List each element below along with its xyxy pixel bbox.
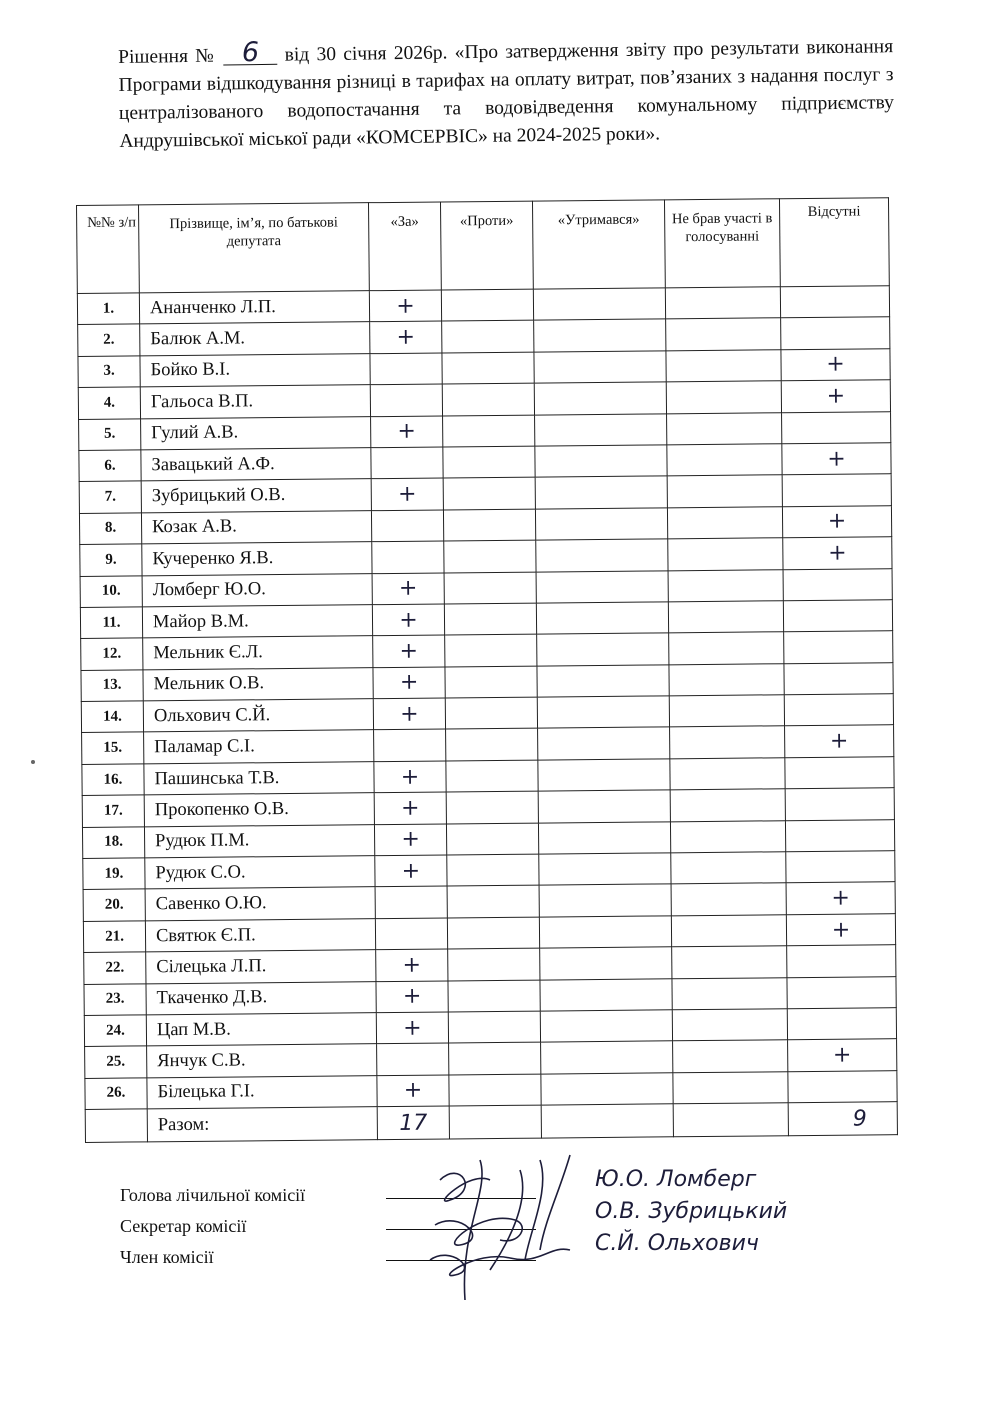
row-against xyxy=(446,760,538,792)
row-absent-mark xyxy=(783,568,892,600)
row-against xyxy=(444,540,536,572)
row-not-voting xyxy=(673,1040,788,1072)
row-name: Савенко О.Ю. xyxy=(145,887,375,921)
row-not-voting xyxy=(669,663,784,695)
row-not-voting xyxy=(673,1071,788,1103)
row-name: Рудюк П.М. xyxy=(144,824,374,858)
row-for-mark xyxy=(377,1043,449,1075)
row-for-mark: + xyxy=(372,572,444,604)
row-name: Гальоса В.П. xyxy=(140,385,370,419)
row-name: Балюк А.М. xyxy=(140,322,370,356)
row-not-voting xyxy=(668,538,783,570)
row-not-voting xyxy=(667,475,782,507)
row-against xyxy=(444,603,536,635)
header-absent: Відсутні xyxy=(779,198,889,287)
row-name: Цап М.В. xyxy=(146,1013,376,1047)
scan-speck xyxy=(31,760,35,764)
row-absent-mark xyxy=(783,600,892,632)
row-for-mark xyxy=(370,384,442,416)
row-absent-mark xyxy=(784,631,893,663)
row-name: Пашинська Т.В. xyxy=(144,762,374,796)
row-absent-mark xyxy=(781,317,890,349)
row-not-voting xyxy=(670,789,785,821)
row-abstain xyxy=(541,1041,673,1074)
row-abstain xyxy=(539,884,671,917)
row-against xyxy=(442,352,534,384)
header-not-voting: Не брав участі в голосуванні xyxy=(664,199,780,288)
row-absent-mark: + xyxy=(781,348,890,380)
row-num: 6. xyxy=(79,450,141,482)
row-absent-mark: + xyxy=(782,443,891,475)
row-for-mark: + xyxy=(369,290,441,322)
row-for-mark xyxy=(375,886,447,918)
commission-names xyxy=(595,1164,787,1260)
row-abstain xyxy=(537,633,669,666)
row-absent-mark xyxy=(785,757,894,789)
row-for-mark: + xyxy=(371,478,443,510)
row-against xyxy=(449,1074,541,1106)
chair-label: Голова лічильної комісії xyxy=(120,1185,306,1205)
row-name: Ломберг Ю.О. xyxy=(142,573,372,607)
row-against xyxy=(446,791,538,823)
signatures-scribble xyxy=(420,1150,590,1300)
row-absent-mark: + xyxy=(783,537,892,569)
row-abstain xyxy=(538,759,670,792)
row-name: Бойко В.І. xyxy=(140,353,370,387)
row-abstain xyxy=(535,413,667,446)
row-abstain xyxy=(539,853,671,886)
member-name: С.Й. Ольхович xyxy=(595,1231,759,1256)
row-not-voting xyxy=(667,444,782,476)
row-num: 18. xyxy=(82,827,144,859)
row-against xyxy=(447,917,539,949)
header-num: №№ з/п xyxy=(77,205,140,294)
row-abstain xyxy=(538,727,670,760)
row-name: Ольхович С.Й. xyxy=(143,699,373,733)
total-row xyxy=(85,1102,897,1143)
row-not-voting xyxy=(670,726,785,758)
row-against xyxy=(448,980,540,1012)
row-abstain xyxy=(538,790,670,823)
total-against xyxy=(449,1105,541,1139)
row-name: Мельник Є.Л. xyxy=(143,636,373,670)
row-num: 11. xyxy=(80,607,142,639)
row-abstain xyxy=(535,476,667,509)
row-not-voting xyxy=(667,412,782,444)
row-num: 4. xyxy=(78,387,140,419)
row-num: 13. xyxy=(81,670,143,702)
total-not-voting xyxy=(673,1103,788,1137)
row-for-mark: + xyxy=(376,1012,448,1044)
row-num: 19. xyxy=(83,858,145,890)
row-num: 5. xyxy=(79,418,141,450)
row-not-voting xyxy=(670,820,785,852)
row-for-mark xyxy=(370,353,442,385)
row-absent-mark: + xyxy=(785,725,894,757)
total-absent: 9 xyxy=(788,1102,897,1136)
row-absent-mark xyxy=(786,851,895,883)
row-name: Паламар С.І. xyxy=(144,730,374,764)
row-absent-mark xyxy=(785,819,894,851)
row-for-mark: + xyxy=(374,761,446,793)
row-num: 7. xyxy=(79,481,141,513)
row-against xyxy=(442,383,534,415)
secretary-label: Секретар комісії xyxy=(120,1216,247,1236)
row-absent-mark xyxy=(787,1008,896,1040)
row-num: 10. xyxy=(80,575,142,607)
row-not-voting xyxy=(666,350,781,382)
row-name: Сілецька Л.П. xyxy=(146,950,376,984)
row-absent-mark: + xyxy=(788,1039,897,1071)
row-for-mark: + xyxy=(370,321,442,353)
row-not-voting xyxy=(672,1009,787,1041)
row-against xyxy=(445,634,537,666)
row-for-mark xyxy=(375,918,447,950)
row-abstain xyxy=(537,696,669,729)
row-absent-mark: + xyxy=(782,505,891,537)
row-name: Козак А.В. xyxy=(141,510,371,544)
row-for-mark: + xyxy=(377,1075,449,1107)
header-abstain: «Утримався» xyxy=(532,200,665,289)
row-name: Рудюк С.О. xyxy=(145,856,375,890)
row-for-mark xyxy=(371,447,443,479)
row-abstain xyxy=(535,445,667,478)
row-for-mark xyxy=(372,541,444,573)
row-absent-mark xyxy=(785,788,894,820)
decision-number: 6 xyxy=(223,42,277,66)
row-against xyxy=(441,289,533,321)
row-not-voting xyxy=(669,695,784,727)
row-for-mark: + xyxy=(374,792,446,824)
row-absent-mark xyxy=(780,286,889,318)
row-num: 15. xyxy=(82,732,144,764)
member-label: Член комісії xyxy=(120,1247,214,1267)
row-num: 16. xyxy=(82,764,144,796)
row-absent-mark xyxy=(787,976,896,1008)
row-for-mark: + xyxy=(372,604,444,636)
row-name: Ананченко Л.П. xyxy=(139,291,369,325)
row-against xyxy=(443,446,535,478)
row-abstain xyxy=(540,947,672,980)
header-for: «За» xyxy=(368,202,441,291)
row-abstain xyxy=(536,602,668,635)
chair-name: Ю.О. Ломберг xyxy=(595,1167,757,1192)
voting-table-wrapper xyxy=(76,197,897,1143)
voting-table xyxy=(76,197,898,1143)
row-absent-mark xyxy=(784,662,893,694)
row-against xyxy=(446,823,538,855)
row-num: 17. xyxy=(82,795,144,827)
row-for-mark xyxy=(374,729,446,761)
row-abstain xyxy=(536,570,668,603)
decision-title xyxy=(118,33,894,156)
row-num: 22. xyxy=(84,952,146,984)
row-not-voting xyxy=(666,318,781,350)
row-absent-mark xyxy=(788,1070,897,1102)
row-not-voting xyxy=(671,852,786,884)
row-for-mark: + xyxy=(374,824,446,856)
row-num: 8. xyxy=(79,513,141,545)
decision-text: від 30 січня 2026р. «Про затвердження звіту про результати виконання Програми відшкодування різниці в тарифах на оплату витрат, пов’язаних з надання послуг з централізованого водопостачання та водовідведення комунальному підприємству Андрушівської міської ради «КОМСЕРВІС» на 2024-2025 роки». xyxy=(118,36,895,152)
header-against: «Проти» xyxy=(440,201,533,290)
row-name: Кучеренко Я.В. xyxy=(142,542,372,576)
total-for: 17 xyxy=(377,1106,449,1140)
row-against xyxy=(443,509,535,541)
row-for-mark: + xyxy=(373,698,445,730)
row-not-voting xyxy=(670,758,785,790)
total-empty-cell xyxy=(85,1109,147,1143)
row-absent-mark xyxy=(782,474,891,506)
row-num: 26. xyxy=(85,1078,147,1110)
row-name: Білецька Г.І. xyxy=(147,1075,377,1109)
row-name: Ткаченко Д.В. xyxy=(146,981,376,1015)
row-num: 9. xyxy=(80,544,142,576)
row-against xyxy=(447,886,539,918)
row-against xyxy=(445,666,537,698)
row-abstain xyxy=(540,978,672,1011)
row-for-mark: + xyxy=(376,949,448,981)
row-abstain xyxy=(536,539,668,572)
row-for-mark: + xyxy=(375,855,447,887)
row-num: 3. xyxy=(78,356,140,388)
row-not-voting xyxy=(666,381,781,413)
row-num: 20. xyxy=(83,889,145,921)
row-abstain xyxy=(539,916,671,949)
row-num: 21. xyxy=(83,921,145,953)
row-for-mark: + xyxy=(376,981,448,1013)
row-name: Завацький А.Ф. xyxy=(141,448,371,482)
row-absent-mark: + xyxy=(786,913,895,945)
row-abstain xyxy=(541,1073,673,1106)
row-not-voting xyxy=(672,977,787,1009)
row-absent-mark xyxy=(784,694,893,726)
row-num: 1. xyxy=(77,293,139,325)
row-name: Зубрицький О.В. xyxy=(141,479,371,513)
row-for-mark: + xyxy=(371,416,443,448)
row-num: 24. xyxy=(84,1015,146,1047)
header-name: Прізвище, ім’я, по батькові депутата xyxy=(139,203,370,293)
row-num: 14. xyxy=(81,701,143,733)
total-label: Разом: xyxy=(147,1107,377,1142)
commission-block xyxy=(120,1180,305,1273)
row-against xyxy=(446,729,538,761)
row-not-voting xyxy=(667,506,782,538)
row-not-voting xyxy=(671,883,786,915)
row-not-voting xyxy=(668,569,783,601)
decision-prefix: Рішення № xyxy=(118,45,217,68)
row-against xyxy=(443,477,535,509)
row-absent-mark xyxy=(782,411,891,443)
row-abstain xyxy=(535,508,667,541)
row-not-voting xyxy=(668,601,783,633)
table-header-row xyxy=(77,198,890,294)
row-absent-mark: + xyxy=(781,380,890,412)
row-abstain xyxy=(534,351,666,384)
row-for-mark: + xyxy=(373,667,445,699)
row-abstain xyxy=(534,382,666,415)
row-num: 23. xyxy=(84,983,146,1015)
total-abstain xyxy=(541,1104,673,1138)
row-against xyxy=(445,697,537,729)
row-for-mark: + xyxy=(373,635,445,667)
row-num: 12. xyxy=(81,638,143,670)
row-num: 25. xyxy=(85,1046,147,1078)
row-abstain xyxy=(540,1010,672,1043)
row-against xyxy=(448,1011,540,1043)
row-name: Майор В.М. xyxy=(142,605,372,639)
row-name: Святюк Є.П. xyxy=(145,918,375,952)
row-against xyxy=(444,572,536,604)
row-num: 2. xyxy=(78,324,140,356)
row-against xyxy=(442,321,534,353)
row-name: Мельник О.В. xyxy=(143,667,373,701)
row-absent-mark xyxy=(787,945,896,977)
row-not-voting xyxy=(671,915,786,947)
row-not-voting xyxy=(672,946,787,978)
row-not-voting xyxy=(665,287,780,319)
row-name: Гулий А.В. xyxy=(141,416,371,450)
row-name: Прокопенко О.В. xyxy=(144,793,374,827)
row-abstain xyxy=(538,821,670,854)
row-against xyxy=(447,854,539,886)
row-against xyxy=(448,948,540,980)
secretary-name: О.В. Зубрицький xyxy=(595,1199,788,1224)
row-against xyxy=(449,1042,541,1074)
row-not-voting xyxy=(669,632,784,664)
row-abstain xyxy=(534,319,666,352)
row-abstain xyxy=(533,288,665,321)
row-for-mark xyxy=(371,510,443,542)
row-name: Янчук С.В. xyxy=(147,1044,377,1078)
row-absent-mark: + xyxy=(786,882,895,914)
row-abstain xyxy=(537,665,669,698)
row-against xyxy=(443,415,535,447)
